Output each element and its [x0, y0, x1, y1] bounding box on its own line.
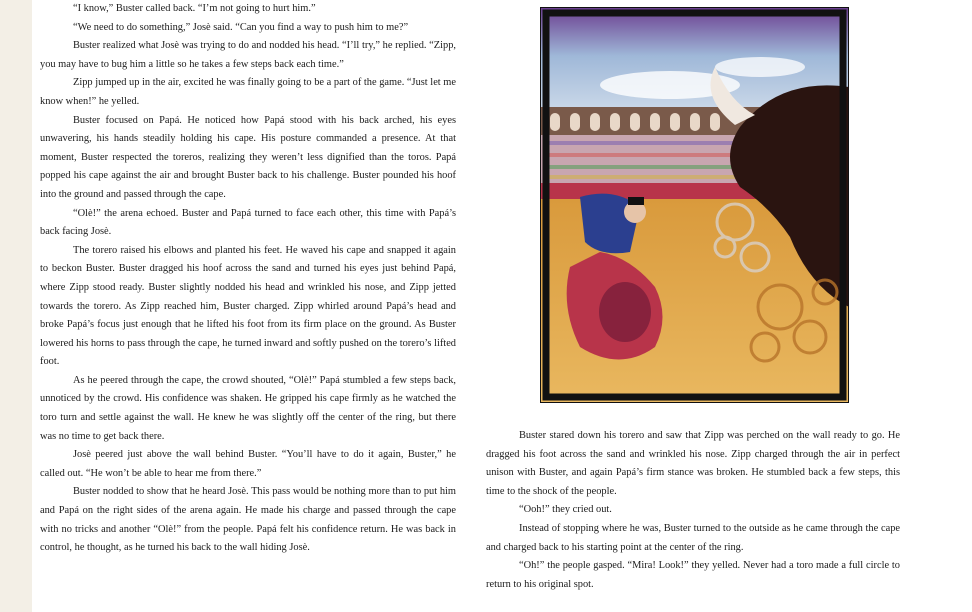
paragraph: “Olè!” the arena echoed. Buster and Papá turned to face each other, this time with Papá’s back facing Josè.	[40, 207, 456, 238]
right-text-column	[486, 427, 900, 594]
paragraph: Buster nodded to show that he heard Josè. This pass would be nothing more than to put him and Papá on the right sides of the arena again. He made his charge and passed through the cape with no tricks and another “Olè!” from the people. Papá felt his confidence return. He was back in control, he thought, as he turned his back to the wall hiding Josè.	[40, 486, 456, 554]
paragraph: Zipp jumped up in the air, excited he was finally going to be a part of the game. “Just let me know when!” he yelled.	[40, 77, 456, 107]
paragraph: The torero raised his elbows and planted his feet. He waved his cape and snapped it again to beckon Buster. Buster dragged his hoof across the sand and turned his eyes just behind Papá, where Zipp stood ready. Buster slightly nodded his head and wrinkled his nose, and Zipp jetted towards the torero. As Zipp reached him, Buster charged. Zipp whirled around Papá’s head and broke Papá’s focus just enough that he lifted his foot from its firm place on the ground. As Buster lowered his horns to pass through the cape, he turned inward and softly pushed on the torero’s lifted foot.	[40, 244, 456, 368]
book-page	[32, 0, 972, 612]
paragraph: Buster stared down his torero and saw that Zipp was perched on the wall ready to go. He dragged his foot across the sand and wrinkled his nose. Zipp charged through the air in perfect unison with Buster, and again Papá’s firm stance was broken. He stumbled back a few steps, this time to the shock of the people.	[486, 430, 900, 497]
left-text-column	[40, 0, 456, 558]
paragraph: Buster realized what Josè was trying to do and nodded his head. “I’ll try,” he replied. “Zipp, you may have to bug him a little so he takes a few steps back each time.”	[40, 40, 456, 70]
paragraph: Instead of stopping where he was, Buster turned to the outside as he came through the cape and charged back to his starting point at the center of the ring.	[486, 522, 900, 553]
paragraph: “I know,” Buster called back. “I’m not going to hurt him.”	[73, 3, 316, 14]
paragraph: As he peered through the cape, the crowd shouted, “Olè!” Papá stumbled a few steps back, unnoticed by the crowd. His confidence was shaken. He gripped his cape firmly as he watched the toro turn and settle against the wall. He knew he was slightly off the center of the ring, but there was no time to get back there.	[40, 374, 456, 442]
paragraph: Buster focused on Papá. He noticed how Papá stood with his back arched, his eyes unwavering, his hands steadily holding his cape. His posture commanded a presence. At that moment, Buster respected the toreros, realizing they weren’t less dignified than the toros. Papá popped his cape against the air and brought Buster back to his challenge. Buster pounded his hoof into the ground and passed through the cape.	[40, 114, 456, 200]
bullfight-illustration	[540, 7, 849, 403]
paragraph: Josè peered just above the wall behind Buster. “You’ll have to do it again, Buster,” he called out. “He won’t be able to hear me from there.”	[40, 449, 456, 479]
paragraph: “We need to do something,” Josè said. “Can you find a way to push him to me?”	[73, 21, 409, 33]
paragraph: “Oh!” the people gasped. “Mira! Look!” they yelled. Never had a toro made a full circle to return to his original spot.	[486, 560, 900, 590]
paragraph: “Ooh!” they cried out.	[519, 504, 612, 516]
